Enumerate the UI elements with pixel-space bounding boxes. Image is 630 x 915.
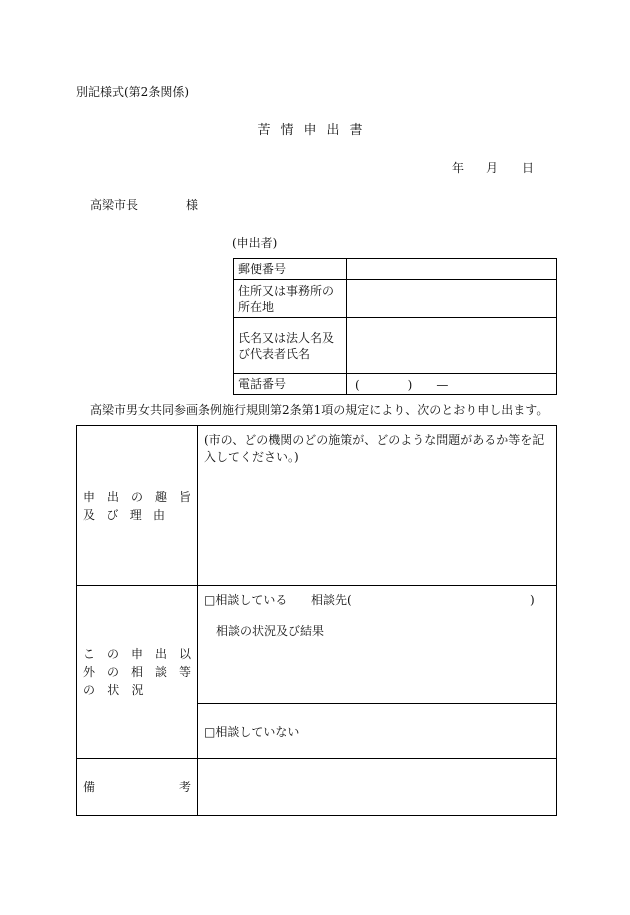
row-remarks [77, 759, 557, 816]
postal-code-field[interactable] [347, 259, 557, 280]
consult-status-field[interactable] [216, 644, 556, 698]
consult-label [77, 586, 198, 759]
name-label [234, 318, 347, 374]
applicant-heading: (申出者) [232, 236, 278, 250]
form-title: 苦情申出書 [257, 123, 373, 138]
consult-no-cell [198, 704, 557, 759]
date-day-label: 日 [522, 161, 535, 175]
address-label-line1: 住所又は事務所の [238, 283, 335, 298]
row-postal-code [234, 259, 557, 280]
consult-label-line2: 外 の 相 談 等 [83, 665, 191, 679]
consult-yes-label: 相談している [215, 593, 288, 607]
statement-text: 高梁市男女共同参画条例施行規則第2条第1項の規定により、次のとおり申し出ます。 [90, 403, 549, 417]
applicant-table [233, 258, 557, 395]
form-reference: 別記様式(第2条関係) [76, 85, 189, 99]
complaint-table [76, 425, 557, 816]
reason-instruction: (市の、どの機関のどの施策が、どのような問題があるか等を記入してください。) [204, 433, 545, 464]
postal-code-label: 郵便番号 [234, 259, 347, 280]
row-address [234, 280, 557, 318]
addressee [90, 199, 198, 211]
address-label-line2: 所在地 [238, 299, 275, 314]
consult-yes-option[interactable] [204, 594, 287, 606]
row-name [234, 318, 557, 374]
remarks-label-text: 備 考 [83, 780, 191, 794]
consult-no-option[interactable] [198, 723, 556, 740]
remarks-label [77, 759, 198, 816]
reason-label-line2: 及 び 理 由 [83, 507, 166, 522]
consult-label-line3: の 状 況 [83, 683, 144, 697]
name-label-line1: 氏名又は法人名及 [238, 330, 335, 345]
reason-label-line1: 申 出 の 趣 旨 [83, 489, 191, 504]
addressee-name: 高梁市長 [90, 198, 139, 212]
consult-destination-close: ) [530, 593, 535, 607]
reason-label [77, 426, 198, 586]
name-label-line2: び代表者氏名 [238, 346, 311, 361]
phone-field[interactable]: ( ) — [347, 374, 557, 395]
consult-status-label: 相談の状況及び結果 [216, 624, 325, 638]
consult-destination-label: 相談先( [311, 593, 352, 607]
name-field[interactable] [347, 318, 557, 374]
consult-yes-cell [198, 586, 557, 704]
consult-label-line1: こ の 申 出 以 [83, 647, 191, 661]
row-reason [77, 426, 557, 586]
addressee-honorific: 様 [186, 198, 199, 212]
date-month-label: 月 [486, 161, 499, 175]
checkbox-icon[interactable]: □ [204, 593, 216, 607]
remarks-field[interactable] [198, 759, 557, 816]
address-label [234, 280, 347, 318]
row-phone [234, 374, 557, 395]
phone-label: 電話番号 [234, 374, 347, 395]
address-field[interactable] [347, 280, 557, 318]
consult-no-label: 相談していない [215, 724, 300, 739]
reason-input-area[interactable] [198, 426, 557, 586]
row-consult-yes [77, 586, 557, 704]
checkbox-icon[interactable]: □ [204, 724, 216, 739]
consult-destination-field[interactable] [363, 590, 523, 608]
date-year-label: 年 [452, 161, 465, 175]
